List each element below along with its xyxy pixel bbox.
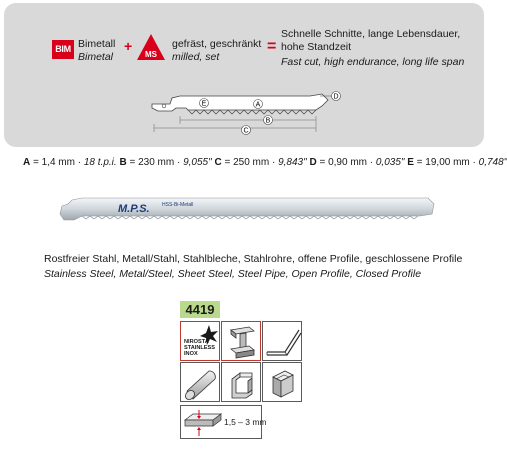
result-line1: Schnelle Schnitte, lange Lebensdauer,: [281, 28, 461, 40]
marker-c: C: [243, 127, 249, 135]
thickness-icon: [183, 408, 223, 438]
thickness-label: 1,5 – 3 mm: [224, 417, 267, 427]
bim-label-en: Bimetal: [78, 51, 114, 63]
blade-print: HSS-Bi-Metall: [162, 202, 194, 208]
stainless-material-cell: [180, 321, 220, 361]
open-profile-cell: [221, 362, 261, 402]
spec-a-key: A: [23, 157, 31, 168]
ms-badge: [136, 33, 166, 62]
spec-e-imperial: 0,748": [478, 157, 507, 168]
sheet-metal-icon: [263, 322, 303, 362]
marker-d: D: [333, 93, 339, 101]
ms-label-en: milled, set: [172, 51, 220, 63]
bim-label: Bimetall: [78, 38, 116, 50]
open-profile-icon: [222, 363, 262, 403]
spec-c-value: = 250 mm ·: [221, 157, 279, 168]
ms-badge-text: MS: [145, 50, 157, 59]
article-code: 4419: [180, 301, 220, 318]
blade-dimension-diagram: [150, 84, 350, 140]
nirosta-line2: STAINLESS: [184, 345, 215, 351]
result-en: Fast cut, high endurance, long life span: [281, 56, 465, 68]
description-de: Rostfreier Stahl, Metall/Stahl, Stahlbleche, Stahlrohre, offene Profile, geschlossene Profile: [44, 253, 463, 265]
nirosta-label: [184, 339, 215, 357]
spec-c-imperial: 9,843": [278, 157, 307, 168]
sheet-steel-cell: [262, 321, 302, 361]
spec-c-key: C: [214, 157, 222, 168]
marker-a: A: [255, 101, 261, 109]
spec-b-imperial: 9,055": [183, 157, 212, 168]
ms-triangle-icon: [136, 33, 166, 62]
blade-brand: M.P.S.: [118, 203, 150, 215]
marker-e: E: [201, 100, 207, 108]
bim-badge: BIM: [52, 40, 74, 59]
nirosta-line1: NIROSTA: [184, 339, 209, 345]
spec-e-key: E: [407, 157, 414, 168]
description-en: Stainless Steel, Metal/Steel, Sheet Steel, Steel Pipe, Open Profile, Closed Profile: [44, 268, 422, 280]
spec-line: [23, 157, 507, 168]
i-beam-icon: [222, 322, 262, 362]
closed-profile-cell: [262, 362, 302, 402]
spec-e-value: = 19,00 mm ·: [413, 157, 479, 168]
spec-d-imperial: 0,035": [375, 157, 405, 168]
spec-b-key: B: [119, 157, 127, 168]
thickness-cell: [180, 405, 267, 439]
nirosta-line3: INOX: [184, 351, 198, 357]
plus-sign: +: [124, 38, 133, 54]
pipe-icon: [181, 363, 221, 403]
spec-d-value: = 0,90 mm ·: [316, 157, 376, 168]
steel-pipe-cell: [180, 362, 220, 402]
result-line2: hohe Standzeit: [281, 41, 352, 53]
spec-b-value: = 230 mm ·: [126, 157, 184, 168]
metal-steel-cell: [221, 321, 261, 361]
equals-sign: =: [267, 38, 277, 55]
blade-product-image: [58, 190, 438, 230]
spec-d-key: D: [309, 157, 317, 168]
marker-b: B: [265, 117, 271, 125]
spec-a-imperial: 18 t.p.i.: [83, 157, 117, 168]
ms-label: gefräst, geschränkt: [172, 38, 262, 50]
closed-profile-icon: [263, 363, 303, 403]
spec-a-value: = 1,4 mm ·: [30, 157, 84, 168]
